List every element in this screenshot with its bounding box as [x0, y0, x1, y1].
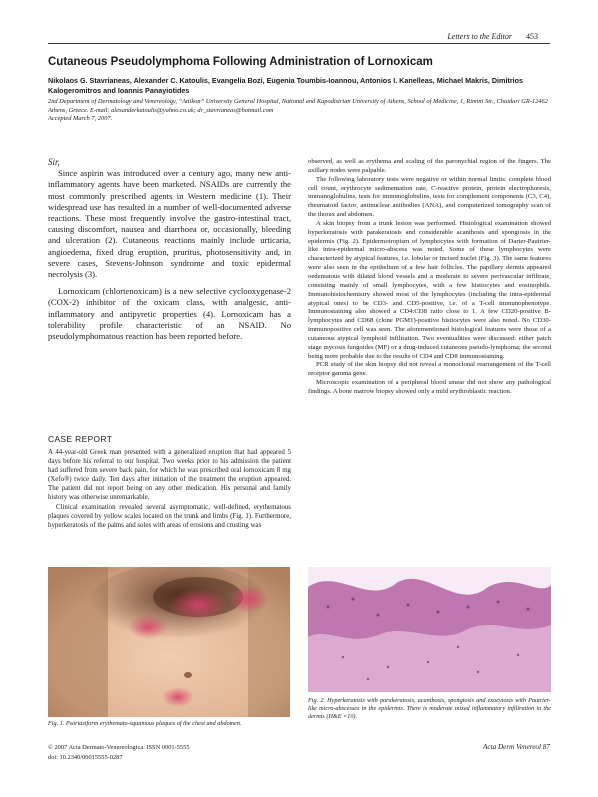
- author-list: Nikolaos G. Stavrianeas, Alexander C. Katoulis, Evangelia Bozi, Eugenia Toumbis-Ioannou, Antonios I. Kanelleas, Michael Makris, Dimitrios Kalogeromitros and Ioannis Panayiotides: [48, 76, 524, 96]
- affiliation: 2nd Department of Dermatology and Venereology, “Attikon” University General Hospital, National and Kapodistrian University of Athens, School of Medicine, 1, Rimini Str., Chaidari GR-12462 Athens, Greece. E-mail: alexanderkatoulis@yahoo.co.uk; dr_stavrianeas@hotmail.com: [48, 98, 548, 114]
- figure-1-caption: Fig. 1. Psoriasiform erythemato-squamous plaques of the chest and abdomen.: [48, 720, 242, 727]
- accepted-date: Accepted March 7, 2007.: [48, 115, 113, 123]
- case-paragraph-1: A 44-year-old Greek man presented with a generalized eruption that had appeared 5 days before his referral to our hospital. Two weeks prior to his admission the patient had suffered from severe back pain, for which he was prescribed oral lornoxicam 8 mg (Xefo®) twice daily. Ten days after initiation of the treatment the eruption appeared. The patient did not report being on any other medication. His personal and family history was otherwise unremarkable.: [48, 449, 291, 502]
- figure-2-caption: Fig. 2. Hyperkeratosis with parakeratosis, acanthosis, spongiosis and exocytosis with Pautrier-like micro-abscesses in the epidermis. There is moderate mixed inflammatory infiltration in the dermis (H&E ×10).: [308, 697, 551, 721]
- right-paragraph-0: observed, as well as erythema and scaling of the paronychial region of the fingers. The axillary nodes were palpable.: [308, 158, 551, 174]
- right-paragraph-1: The following laboratory tests were negative or within normal limits: complete blood cell count, erythrocyte sedimentation rate, C-reactive protein, protein electrophoresis, immunoglobulins, tests for immunoglobulins, tests for complement components (C3, C4), rheumatoid factor, antinuclear antibodies (ANA), and computerized tomography scan of the thorax and abdomen.: [308, 175, 551, 219]
- right-paragraph-3: PCR study of the skin biopsy did not reveal a monoclonal rearrangement of the T-cell receptor gamma gene.: [308, 361, 551, 378]
- journal-footer: Acta Derm Venereol 87: [483, 743, 550, 751]
- section-name: Letters to the Editor: [447, 32, 512, 41]
- running-head: [447, 32, 538, 41]
- figure-2-histology: [308, 567, 551, 692]
- right-paragraph-4: Microscopic examination of a peripheral blood smear did not show any pathological findings. A bone marrow biopsy showed only a mild erythroblastic reaction.: [308, 379, 551, 395]
- affiliation-block: [48, 98, 554, 124]
- header-rule: [48, 43, 550, 44]
- intro-paragraph-1: Since aspirin was introduced over a century ago, many new anti-inflammatory agents have been marketed. NSAIDs are currently the most commonly prescribed agents in Western medicine (1). Their widespread use has resulted in a number of well-documented adverse reactions. These most frequently involve the gastro-intestinal tract, causing discomfort, nausea and diarrhoea or, occasionally, bleeding and ulceration (2). Cutaneous reactions mainly include urticaria, angioedema, fixed drug eruption, pruritus, photosensitivity and, in severe cases, Stevens-Johnson syndrome and toxic epidermal necrolysis (3).: [48, 168, 291, 280]
- intro-column: [48, 157, 291, 342]
- copyright: © 2007 Acta Dermato-Venereologica. ISSN 0001-5555: [48, 744, 190, 751]
- right-paragraph-2: A skin biopsy from a trunk lesion was performed. Histological examination showed hyperkeratosis with parakeratosis and considerable acanthosis and spongiosis in the epidermis (Fig. 2). Epidermotropism of lymphocytes with formation of Darier-Pautrier-like intra-epidermal micro-abscess was noted. Some of these lymphocytes were characterized by atypical features, i.e. lobular or incised nuclei (Fig. 3). The same features were also seen in the epithelium of a few hair follicles. The papillary dermis appeared oedematous with dilated blood vessels and a moderate to severe perivascular infiltrate, consisting mainly of small lymphocytes, with a few histiocytes and eosinophils. Immunohistochemistry showed most of the lymphocytes (including the intra-epidermal atypical ones) to be CD3- and CD5-positive, i.e. of a T-cell immunophenotype. Immunostaining also showed a CD4:CD8 ratio close to 1. A few CD20-positive B-lymphocytes and CD68 (clone PGM1)-positive histiocytes were also noted. No CD30-immunopositive cell was seen. The aforementioned histological features were those of a cutaneous atypical lymphoid infiltration. Two eventualities were discussed: either patch stage mycosis fungoides (MF) or a drug-induced cutaneous pseudo-lymphoma; the second being more probable due to the results of CD4 and CD8 immunostaining.: [308, 219, 551, 360]
- doi: doi: 10.2340/00015555-0287: [48, 753, 123, 761]
- figure-1-clinical-photo: [48, 567, 290, 717]
- intro-paragraph-2: Lornoxicam (chlortenoxicam) is a new selective cyclooxygenase-2 (COX-2) inhibitor of the oxicam class, with analgesic, anti-inflammatory and antipyretic properties (4). Lornoxicam has a tolerability profile characteristic of an NSAID. No pseudolymphomatous reaction has been reported before.: [48, 286, 291, 342]
- case-report-section: [48, 434, 291, 530]
- footer-left: [48, 743, 190, 762]
- case-paragraph-2: Clinical examination revealed several asymptomatic, well-defined, erythematous plaques covered by yellow scales located on the trunk and limbs (Fig. 1). Furthermore, hyperkeratosis of the palms and soles with areas of erosions and crusting was: [48, 503, 291, 529]
- section-heading: CASE REPORT: [48, 434, 113, 444]
- page-number: 453: [526, 32, 538, 41]
- salutation: Sir,: [48, 157, 60, 167]
- article-title: Cutaneous Pseudolymphoma Following Administration of Lornoxicam: [48, 56, 433, 68]
- right-column: [308, 158, 551, 397]
